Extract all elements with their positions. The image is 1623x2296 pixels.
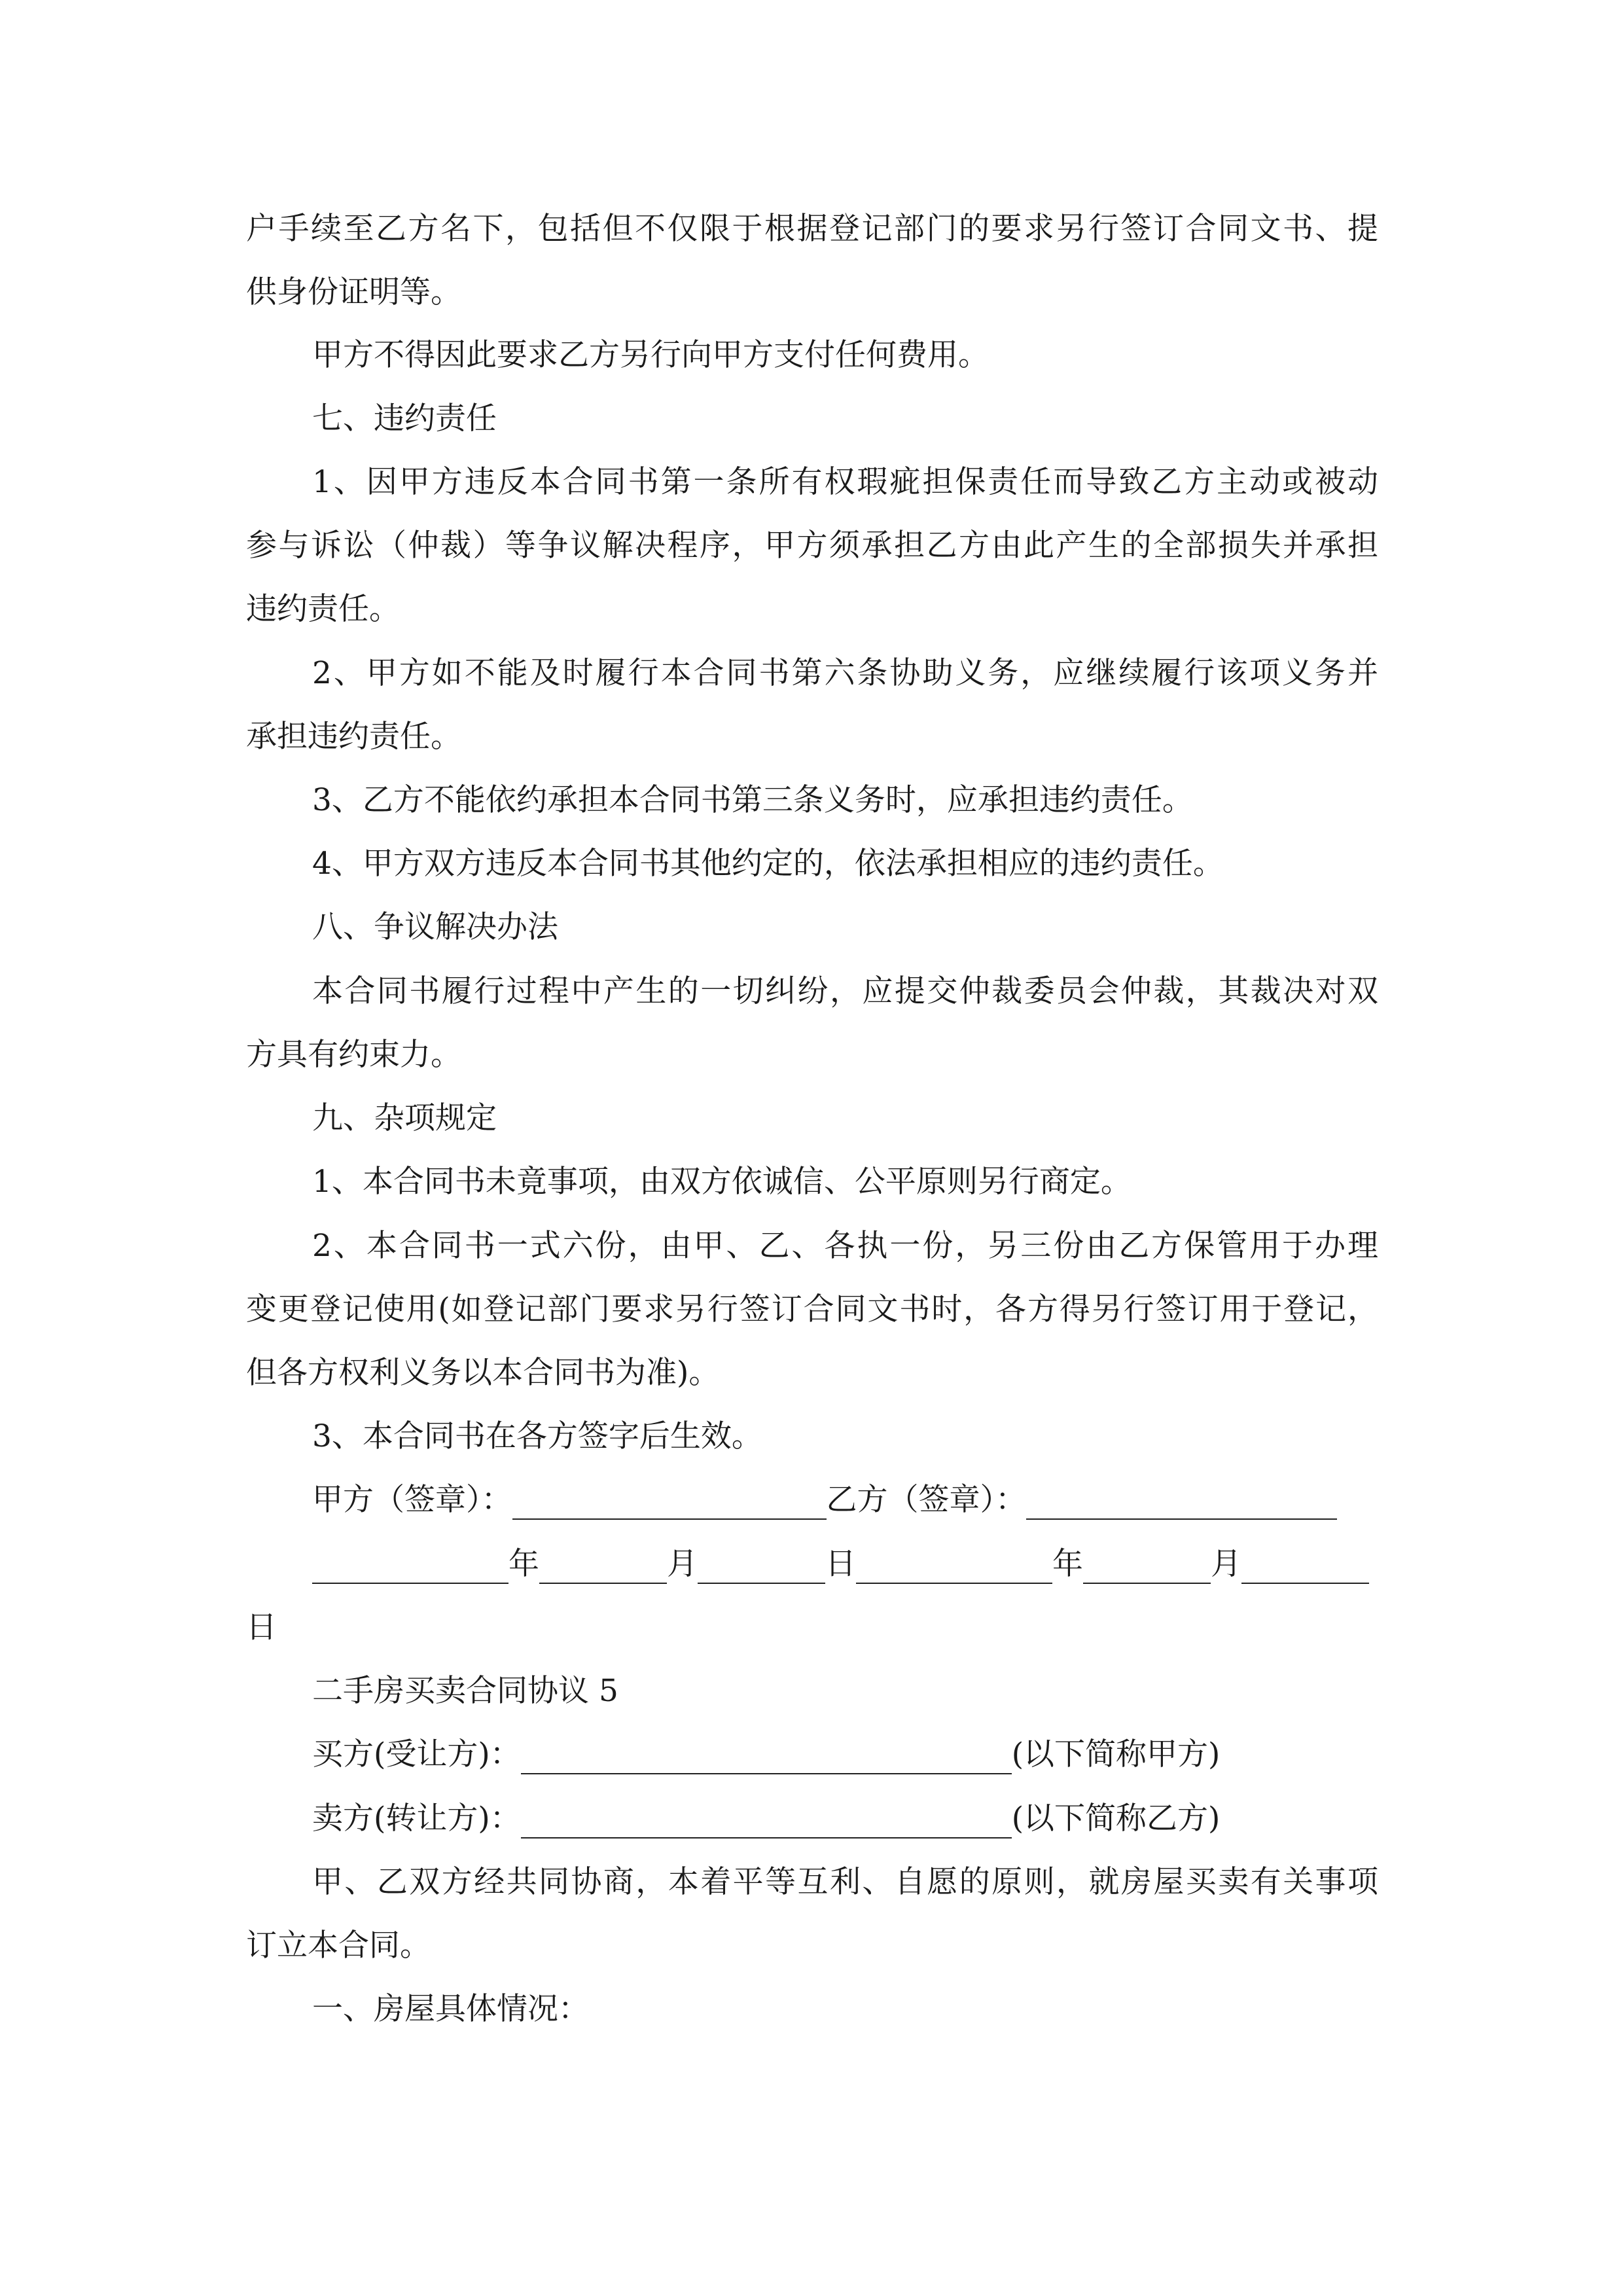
section-heading-9: 九、杂项规定 [312, 1100, 497, 1136]
month-label: 月 [667, 1546, 698, 1582]
year-label: 年 [508, 1546, 539, 1582]
paragraph-line: 订立本合同。 [246, 1928, 431, 1964]
year-label: 年 [1052, 1546, 1083, 1582]
paragraph-line: 甲、乙双方经共同协商，本着平等互利、自愿的原则，就房屋买卖有关事项 [312, 1864, 1378, 1900]
party-b-signature-blank[interactable] [1026, 1490, 1337, 1520]
day-blank-a[interactable] [698, 1554, 825, 1584]
paragraph-line: 2、本合同书一式六份，由甲、乙、各执一份，另三份由乙方保管用于办理 [312, 1228, 1378, 1264]
contract-title: 二手房买卖合同协议 5 [312, 1673, 618, 1709]
paragraph: 3、乙方不能依约承担本合同书第三条义务时，应承担违约责任。 [312, 782, 1193, 818]
day-label-wrapped: 日 [246, 1609, 277, 1645]
seller-name-blank[interactable] [521, 1808, 1012, 1839]
month-label: 月 [1211, 1546, 1241, 1582]
paragraph-line: 承担违约责任。 [246, 719, 461, 755]
paragraph: 1、本合同书未竟事项，由双方依诚信、公平原则另行商定。 [312, 1164, 1132, 1200]
month-blank-a[interactable] [539, 1554, 667, 1584]
paragraph-line: 变更登记使用(如登记部门要求另行签订合同文书时，各方得另行签订用于登记， [246, 1291, 1378, 1327]
buyer-suffix: (以下简称甲方) [1011, 1736, 1221, 1772]
seller-row [312, 1799, 1220, 1839]
paragraph-line: 违约责任。 [246, 591, 400, 627]
party-a-label: 甲方（签章）： [312, 1482, 512, 1518]
paragraph-line: 供身份证明等。 [246, 274, 461, 310]
buyer-name-blank[interactable] [521, 1744, 1012, 1774]
paragraph-line: 2、甲方如不能及时履行本合同书第六条协助义务，应继续履行该项义务并 [312, 655, 1378, 691]
party-b-label: 乙方（签章）： [826, 1482, 1026, 1518]
paragraph-line: 方具有约束力。 [246, 1037, 461, 1073]
day-blank-b[interactable] [1241, 1554, 1369, 1584]
day-label: 日 [825, 1546, 856, 1582]
month-blank-b[interactable] [1083, 1554, 1211, 1584]
paragraph-line: 参与诉讼（仲裁）等争议解决程序，甲方须承担乙方由此产生的全部损失并承担 [246, 528, 1378, 564]
buyer-row [312, 1735, 1220, 1774]
seller-label: 卖方(转让方)： [312, 1801, 521, 1837]
signature-row [312, 1480, 1337, 1520]
paragraph-line: 1、因甲方违反本合同书第一条所有权瑕疵担保责任而导致乙方主动或被动 [312, 464, 1378, 500]
paragraph-line: 本合同书履行过程中产生的一切纠纷，应提交仲裁委员会仲裁，其裁决对双 [312, 973, 1378, 1009]
paragraph-line: 但各方权利义务以本合同书为准)。 [246, 1355, 720, 1391]
party-a-signature-blank[interactable] [512, 1490, 827, 1520]
section-heading-7: 七、违约责任 [312, 401, 497, 437]
paragraph: 3、本合同书在各方签字后生效。 [312, 1418, 762, 1454]
buyer-label: 买方(受让方)： [312, 1736, 521, 1772]
section-heading-8: 八、争议解决办法 [312, 909, 558, 945]
paragraph: 甲方不得因此要求乙方另行向甲方支付任何费用。 [312, 337, 989, 373]
section-heading-1: 一、房屋具体情况： [312, 1991, 589, 2027]
year-blank-b[interactable] [856, 1554, 1052, 1584]
date-row [312, 1545, 1369, 1584]
year-blank-a[interactable] [312, 1554, 508, 1584]
seller-suffix: (以下简称乙方) [1011, 1801, 1221, 1837]
paragraph: 4、甲方双方违反本合同书其他约定的，依法承担相应的违约责任。 [312, 846, 1224, 882]
paragraph-line: 户手续至乙方名下，包括但不仅限于根据登记部门的要求另行签订合同文书、提 [246, 211, 1378, 247]
